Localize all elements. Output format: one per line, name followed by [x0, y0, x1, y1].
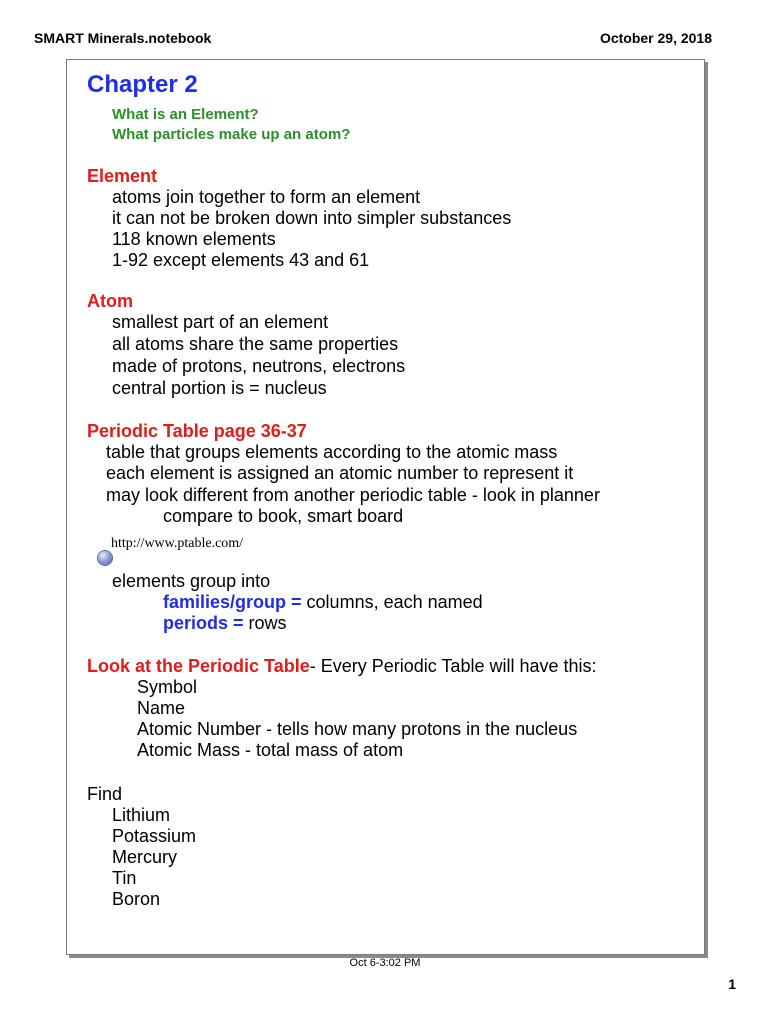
- element-line: atoms join together to form an element: [112, 187, 421, 207]
- page-date: October 29, 2018: [599, 30, 712, 46]
- periods-term: periods =: [163, 613, 244, 633]
- ptable-link[interactable]: http://www.ptable.com/: [111, 536, 244, 551]
- find-item: Mercury: [112, 847, 178, 867]
- find-item: Lithium: [112, 805, 171, 825]
- periodic-line: may look different from another periodic table - look in planner: [106, 485, 600, 505]
- families-desc: columns, each named: [301, 592, 483, 612]
- globe-icon[interactable]: [98, 551, 112, 565]
- periodic-line: each element is assigned an atomic number to represent it: [106, 463, 574, 483]
- periodic-subline: compare to book, smart board: [163, 506, 404, 526]
- look-line: [87, 655, 597, 677]
- periodic-heading: Periodic Table page 36-37: [87, 421, 307, 441]
- families-term: families/group =: [163, 592, 302, 612]
- element-line: 1-92 except elements 43 and 61: [112, 250, 370, 270]
- atom-line: smallest part of an element: [112, 312, 329, 332]
- timestamp: Oct 6-3:02 PM: [349, 957, 421, 969]
- find-item: Tin: [112, 868, 137, 888]
- look-heading-tail: - Every Periodic Table will have this:: [309, 656, 597, 676]
- element-heading: Element: [87, 166, 158, 186]
- element-line: it can not be broken down into simpler substances: [112, 208, 512, 228]
- families-line: [163, 591, 483, 613]
- look-item: Name: [137, 698, 186, 718]
- look-heading: Look at the Periodic Table: [87, 656, 310, 676]
- periods-desc: rows: [243, 613, 287, 633]
- atom-line: made of protons, neutrons, electrons: [112, 356, 406, 376]
- periodic-line: table that groups elements according to the atomic mass: [106, 442, 558, 462]
- question-line: What particles make up an atom?: [112, 126, 351, 143]
- page-number: 1: [728, 976, 736, 992]
- find-item: Potassium: [112, 826, 197, 846]
- element-line: 118 known elements: [112, 229, 276, 249]
- question-line: What is an Element?: [112, 106, 259, 123]
- find-item: Boron: [112, 889, 161, 909]
- atom-line: central portion is = nucleus: [112, 378, 327, 398]
- notebook-title: SMART Minerals.notebook: [34, 30, 212, 46]
- groups-intro: elements group into: [112, 571, 271, 591]
- atom-line: all atoms share the same properties: [112, 334, 399, 354]
- look-item: Atomic Number - tells how many protons in the nucleus: [137, 719, 578, 739]
- find-heading: Find: [87, 784, 123, 804]
- periods-line: [163, 612, 287, 634]
- look-item: Atomic Mass - total mass of atom: [137, 740, 404, 760]
- chapter-title: Chapter 2: [87, 71, 198, 98]
- look-item: Symbol: [137, 677, 198, 697]
- atom-heading: Atom: [87, 291, 133, 311]
